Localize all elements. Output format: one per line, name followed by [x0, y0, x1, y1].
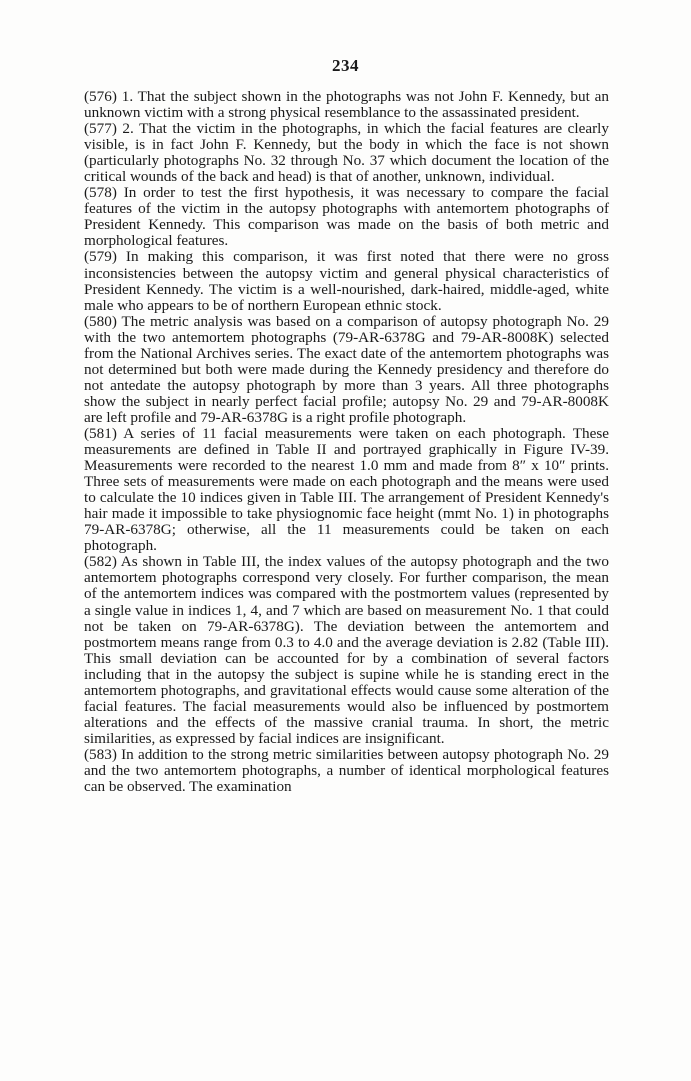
paragraph-576: (576) 1. That the subject shown in the photographs was not John F. Kennedy, but an unknown victim with a strong physical resemblance to the assassinated president.	[84, 88, 609, 122]
paragraph-579: (579) In making this comparison, it was first noted that there were no gross inconsistencies between the autopsy victim and general physical characteristics of President Kennedy. The victim is a well-nourished, dark-haired, middle-aged, white male who appears to be of northern European ethnic stock.	[84, 248, 609, 314]
body-text	[84, 89, 609, 795]
page-number: 234	[332, 56, 359, 75]
paragraph-578: (578) In order to test the first hypothesis, it was necessary to compare the facial features of the victim in the autopsy photographs with antemortem photographs of President Kennedy. This comparison was made on the basis of both metric and morphological features.	[84, 184, 609, 250]
paragraph-581: (581) A series of 11 facial measurements were taken on each photograph. These measurements are defined in Table II and portrayed graphically in Figure IV-39. Measurements were recorded to the nearest 1.0 mm and made from 8″ x 10″ prints. Three sets of measurements were made on each photograph and the means were used to calculate the 10 indices given in Table III. The arrangement of President Kennedy's hair made it impossible to take physiognomic face height (mmt No. 1) in photographs 79-AR-6378G; otherwise, all the 11 measurements could be taken on each photograph.	[84, 424, 609, 555]
paragraph-583: (583) In addition to the strong metric similarities between autopsy photograph No. 29 and the two antemortem photographs, a number of identical morphological features can be observed. The examination	[84, 745, 609, 796]
paragraph-582: (582) As shown in Table III, the index values of the autopsy photograph and the two antemortem photographs correspond very closely. For further comparison, the mean of the antemortem indices was compared with the postmortem values (represented by a single value in indices 1, 4, and 7 which are based on measurement No. 1 that could not be taken on 79-AR-6378G). The deviation between the antemortem and postmortem means range from 0.3 to 4.0 and the average deviation is 2.82 (Table III). This small deviation can be accounted for by a combination of several factors including that in the autopsy the subject is supine while he is standing erect in the antemortem photographs, and gravitational effects would cause some alteration of the facial features. The facial measurements would also be influenced by postmortem alterations and the effects of the massive cranial trauma. In short, the metric similarities, as expressed by facial indices are insignificant.	[84, 553, 609, 747]
paragraph-577: (577) 2. That the victim in the photographs, in which the facial features are clearly visible, is in fact John F. Kennedy, but the body in which the face is not shown (particularly photographs No. 32 through No. 37 which document the location of the critical wounds of the back and head) is that of another, unknown, individual.	[84, 120, 609, 186]
paragraph-580: (580) The metric analysis was based on a comparison of autopsy photograph No. 29 with the two antemortem photographs (79-AR-6378G and 79-AR-8008K) selected from the National Archives series. The exact date of the antemortem photographs was not determined but both were made during the Kennedy presidency and therefore do not antedate the autopsy photograph by more than 3 years. All three photographs show the subject in nearly perfect facial profile; autopsy No. 29 and 79-AR-8008K are left profile and 79-AR-6378G is a right profile photograph.	[84, 312, 609, 426]
